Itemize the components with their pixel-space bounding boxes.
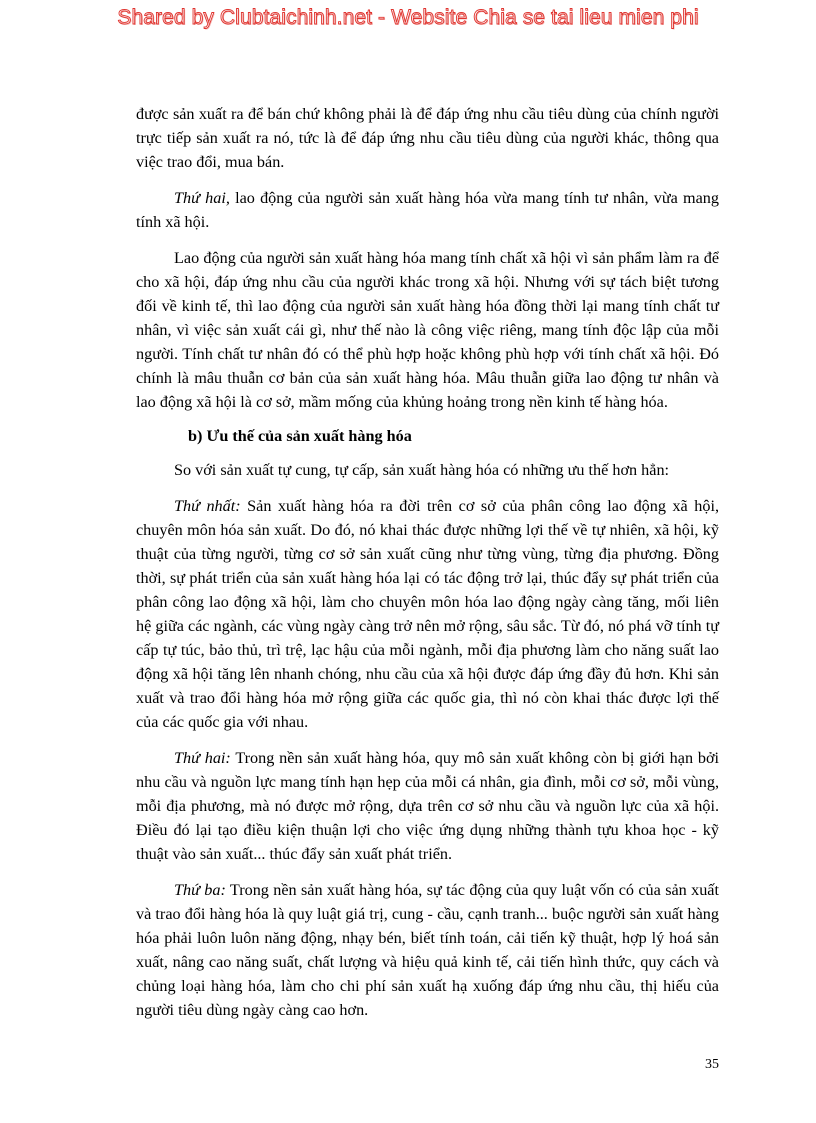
paragraph-lead: Thứ nhất: [174, 497, 241, 515]
paragraph-lead: Thứ hai: [174, 749, 231, 767]
paragraph-text: được sản xuất ra để bán chứ không phải là để đáp ứng nhu cầu tiêu dùng của chính người trực tiếp sản xuất ra nó, tức là để đáp ứng nhu cầu tiêu dùng của người khác, thông qua việc trao đổi, mua bán. [136, 105, 719, 171]
paragraph-6 [136, 746, 719, 866]
paragraph-4 [136, 458, 719, 482]
paragraph-text: Sản xuất hàng hóa ra đời trên cơ sở của phân công lao động xã hội, chuyên môn hóa sản xuất. Do đó, nó khai thác được những lợi thế về tự nhiên, xã hội, kỹ thuật của từng người, từng cơ sở sản xuất cũng như từng vùng, từng địa phương. Đồng thời, sự phát triển của sản xuất hàng hóa lại có tác động trở lại, thúc đẩy sự phát triển của phân công lao động xã hội, làm cho chuyên môn hóa lao động ngày càng tăng, mối liên hệ giữa các ngành, các vùng ngày càng trở nên mở rộng, sâu sắc. Từ đó, nó phá vỡ tính tự cấp tự túc, bảo thủ, trì trệ, lạc hậu của mỗi ngành, mỗi địa phương làm cho năng suất lao động xã hội tăng lên nhanh chóng, nhu cầu của xã hội được đáp ứng đầy đủ hơn. Khi sản xuất và trao đổi hàng hóa mở rộng giữa các quốc gia, thì nó còn khai thác được lợi thế của các quốc gia với nhau. [136, 497, 719, 731]
section-heading: b) Ưu thế của sản xuất hàng hóa [188, 427, 412, 445]
paragraph-5 [136, 494, 719, 734]
paragraph-text: lao động của người sản xuất hàng hóa vừa mang tính tư nhân, vừa mang tính xã hội. [136, 189, 719, 231]
paragraph-text: Trong nền sản xuất hàng hóa, quy mô sản xuất không còn bị giới hạn bởi nhu cầu và nguồn lực mang tính hạn hẹp của mỗi cá nhân, gia đình, mỗi cơ sở, mỗi vùng, mỗi địa phương, mà nó được mở rộng, dựa trên cơ sở nhu cầu và nguồn lực của xã hội. Điều đó lại tạo điều kiện thuận lợi cho việc ứng dụng những thành tựu khoa học - kỹ thuật vào sản xuất... thúc đẩy sản xuất phát triển. [136, 749, 719, 863]
page-number: 35 [705, 1057, 719, 1072]
paragraph-7 [136, 878, 719, 1022]
paragraph-lead: Thứ hai, [174, 189, 230, 207]
paragraph-text: Lao động của người sản xuất hàng hóa mang tính chất xã hội vì sản phẩm làm ra để cho xã hội, đáp ứng nhu cầu của người khác trong xã hội. Nhưng với sự tách biệt tương đối về kinh tế, thì lao động của người sản xuất hàng hóa đồng thời lại mang tính chất tư nhân, vì việc sản xuất cái gì, như thế nào là công việc riêng, mang tính độc lập của mỗi người. Tính chất tư nhân đó có thể phù hợp hoặc không phù hợp với tính chất xã hội. Đó chính là mâu thuẫn cơ bản của sản xuất hàng hóa. Mâu thuẫn giữa lao động tư nhân và lao động xã hội là cơ sở, mầm mống của khủng hoảng trong nền kinh tế hàng hóa. [136, 249, 719, 411]
paragraph-3 [136, 246, 719, 414]
page-body [136, 102, 719, 1034]
paragraph-1 [136, 102, 719, 174]
paragraph-lead: Thứ ba: [174, 881, 226, 899]
paragraph-text: So với sản xuất tự cung, tự cấp, sản xuất hàng hóa có những ưu thế hơn hẳn: [174, 461, 670, 479]
paragraph-text: Trong nền sản xuất hàng hóa, sự tác động của quy luật vốn có của sản xuất và trao đổi hàng hóa là quy luật giá trị, cung - cầu, cạnh tranh... buộc người sản xuất hàng hóa phải luôn luôn năng động, nhạy bén, biết tính toán, cải tiến kỹ thuật, hợp lý hoá sản xuất, nâng cao năng suất, chất lượng và hiệu quả kinh tế, cải tiến hình thức, quy cách và chủng loại hàng hóa, làm cho chi phí sản xuất hạ xuống đáp ứng nhu cầu, thị hiếu của người tiêu dùng ngày càng cao hơn. [136, 881, 719, 1019]
watermark: Shared by Clubtaichinh.net - Website Chia se tai lieu mien phi [117, 6, 699, 29]
paragraph-2 [136, 186, 719, 234]
